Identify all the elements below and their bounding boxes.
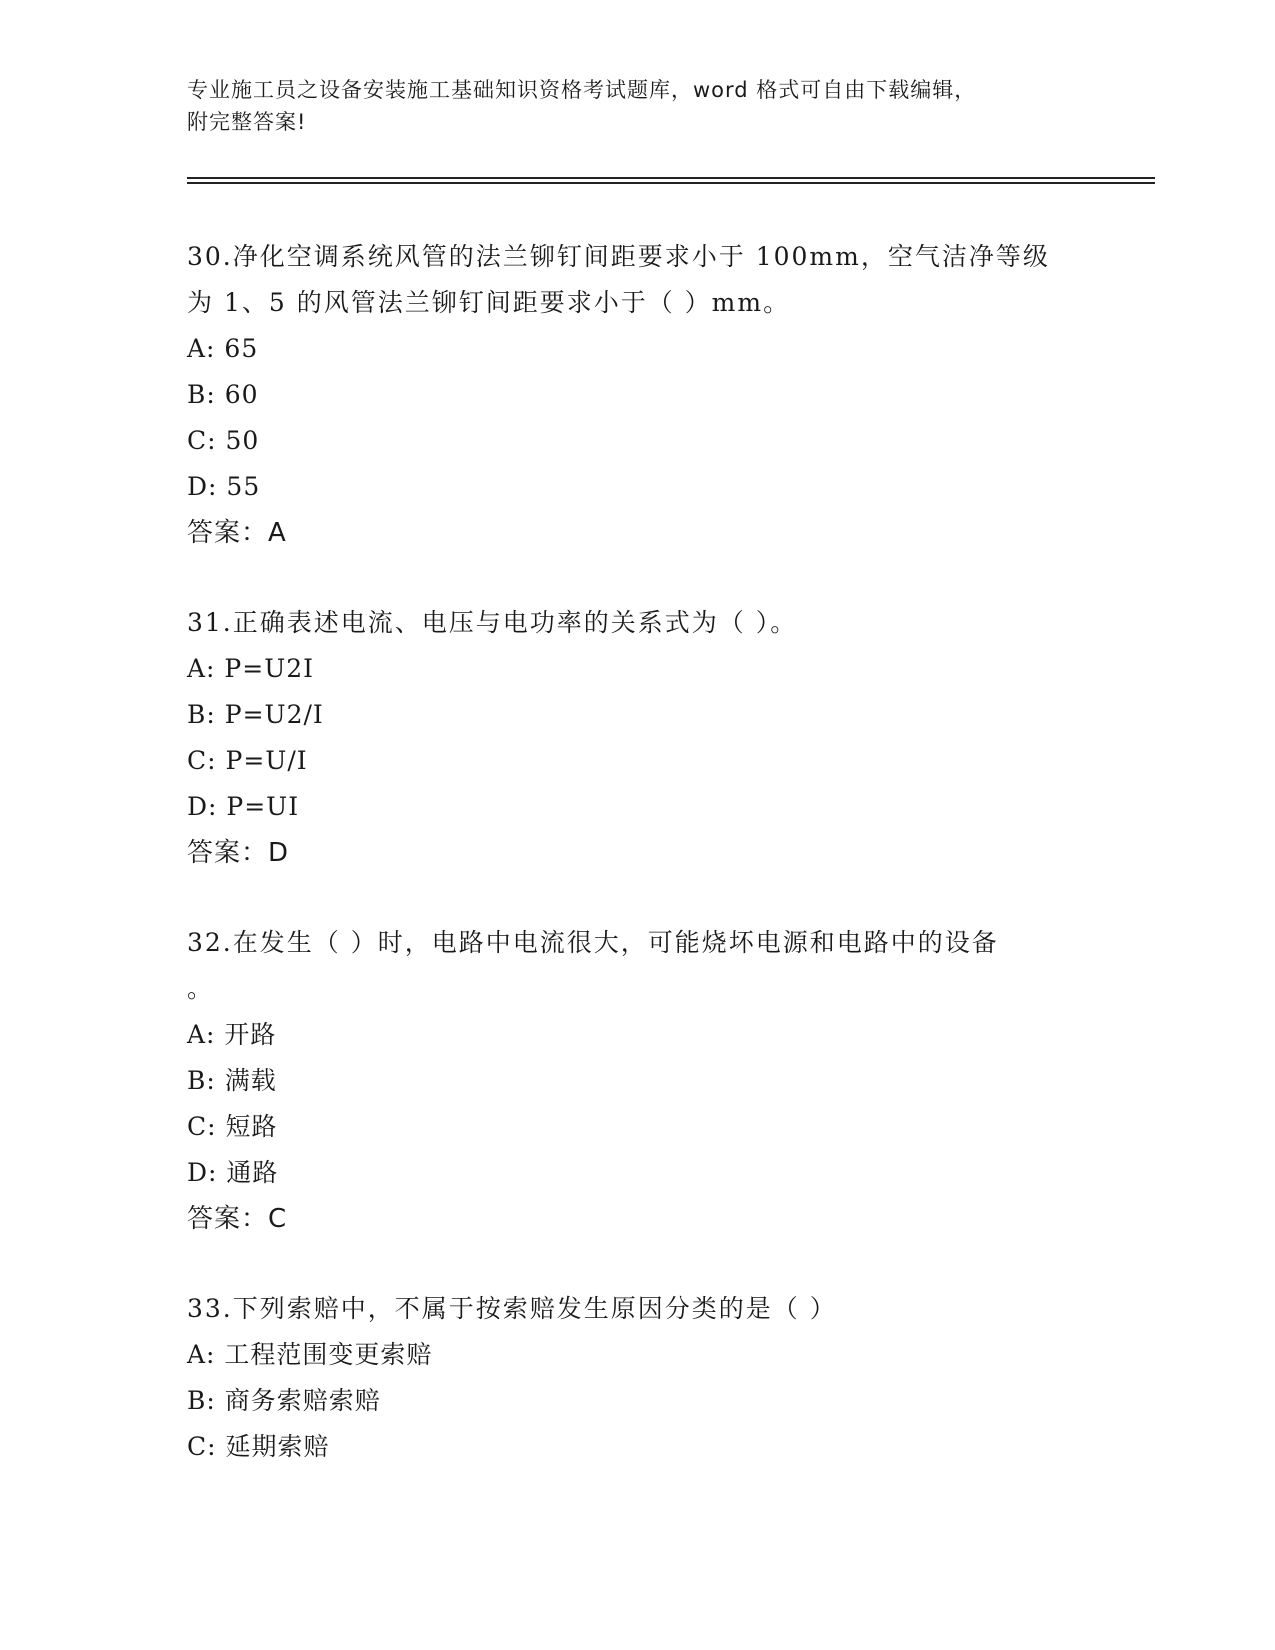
answer: 答案：D bbox=[187, 838, 290, 868]
option-b: B: 满载 bbox=[187, 1066, 277, 1095]
option-a: A: P=U2I bbox=[187, 654, 315, 683]
option-a: A: 开路 bbox=[187, 1020, 277, 1049]
question-stem: 32.在发生（ ）时，电路中电流很大，可能烧坏电源和电路中的设备 bbox=[187, 928, 999, 957]
option-c: C: P=U/I bbox=[187, 746, 308, 775]
option-c: C: 短路 bbox=[187, 1112, 278, 1141]
question-stem: 33.下列索赔中，不属于按索赔发生原因分类的是（ ） bbox=[187, 1294, 837, 1323]
header-divider-top bbox=[187, 177, 1155, 179]
question-stem-continued: 。 bbox=[187, 974, 215, 1003]
question-31 bbox=[187, 600, 1067, 876]
header-divider-bottom bbox=[187, 182, 1155, 184]
question-30 bbox=[187, 234, 1067, 556]
option-b: B: 60 bbox=[187, 380, 259, 409]
option-d: D: P=UI bbox=[187, 792, 300, 821]
header-line-2: 附完整答案! bbox=[187, 110, 307, 134]
option-c: C: 延期索赔 bbox=[187, 1432, 330, 1461]
header-line-1: 专业施工员之设备安装施工基础知识资格考试题库，word 格式可自由下载编辑， bbox=[187, 78, 977, 102]
question-stem: 31.正确表述电流、电压与电功率的关系式为（ ）。 bbox=[187, 608, 798, 637]
answer: 答案：A bbox=[187, 518, 287, 548]
option-b: B: P=U2/I bbox=[187, 700, 324, 729]
answer: 答案：C bbox=[187, 1204, 288, 1234]
question-32 bbox=[187, 920, 1067, 1242]
option-c: C: 50 bbox=[187, 426, 260, 455]
option-b: B: 商务索赔索赔 bbox=[187, 1386, 381, 1415]
question-stem: 30.净化空调系统风管的法兰铆钉间距要求小于 100mm，空气洁净等级 bbox=[187, 242, 1050, 271]
option-a: A: 工程范围变更索赔 bbox=[187, 1340, 433, 1369]
question-33 bbox=[187, 1286, 1067, 1470]
document-header bbox=[187, 74, 1067, 138]
option-d: D: 55 bbox=[187, 472, 261, 501]
question-stem-continued: 为 1、5 的风管法兰铆钉间距要求小于（ ）mm。 bbox=[187, 288, 791, 317]
option-d: D: 通路 bbox=[187, 1158, 279, 1187]
option-a: A: 65 bbox=[187, 334, 259, 363]
